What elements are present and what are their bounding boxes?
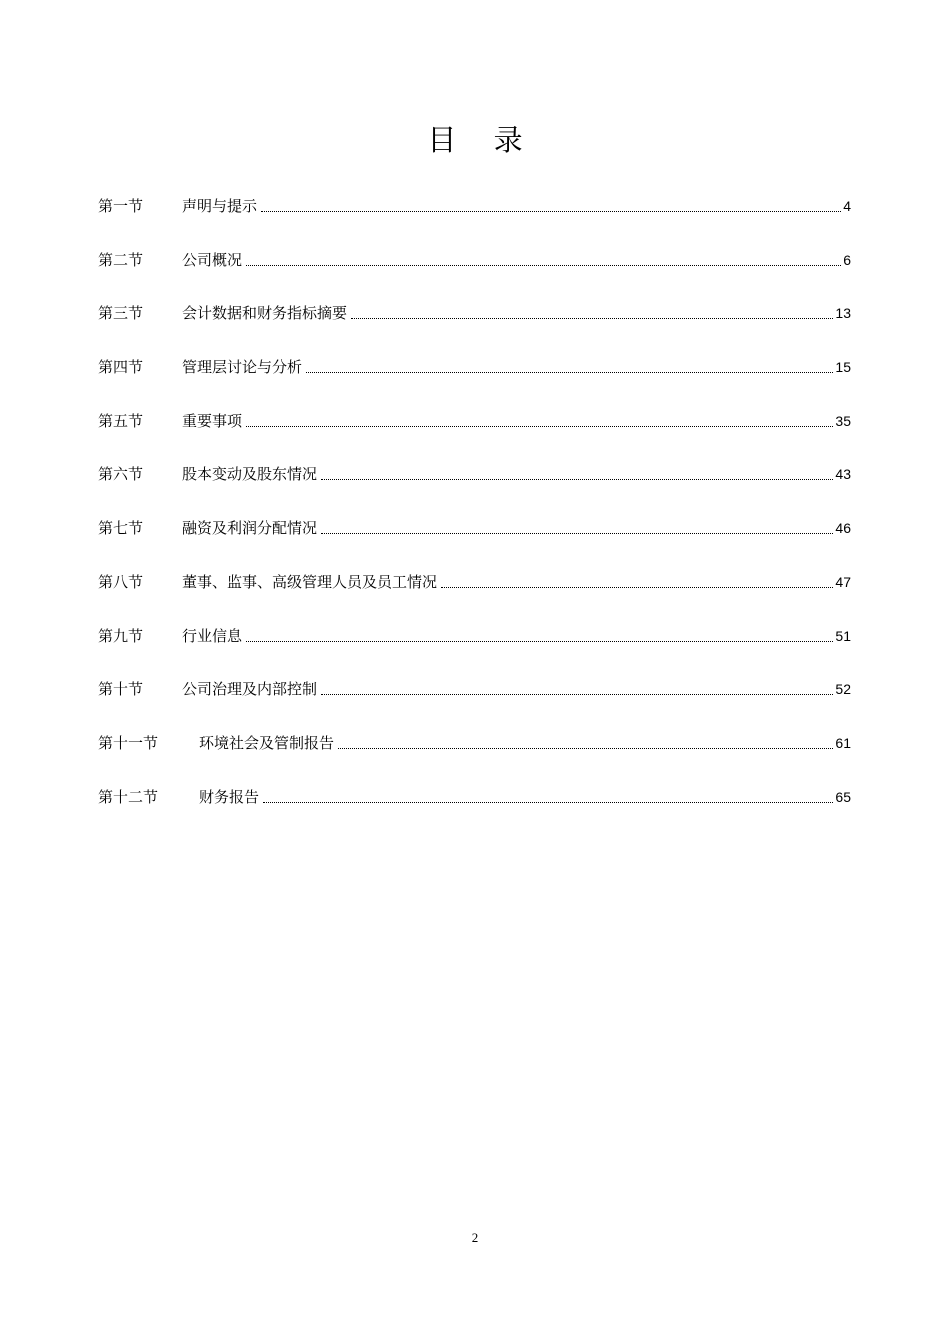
toc-dot-leader (441, 569, 835, 595)
toc-section-title: 管理层讨论与分析 (182, 358, 303, 377)
toc-page-number: 51 (835, 627, 851, 644)
toc-section-title: 声明与提示 (182, 197, 258, 215)
toc-entry-6[interactable] (98, 461, 851, 515)
toc-entry-2[interactable] (98, 247, 851, 301)
toc-dot-leader (338, 730, 835, 756)
toc-section-label: 第四节 (98, 358, 144, 377)
toc-page-number: 13 (835, 305, 851, 322)
toc-dot-leader (321, 461, 835, 487)
toc-section-title: 重要事项 (182, 411, 243, 430)
toc-dot-leader (246, 247, 843, 273)
toc-section-label: 第十二节 (98, 787, 159, 806)
toc-section-title: 公司治理及内部控制 (182, 680, 318, 699)
toc-entry-4[interactable] (98, 354, 851, 408)
toc-section-title: 财务报告 (199, 787, 260, 806)
toc-dot-leader (263, 784, 835, 810)
toc-entry-8[interactable] (98, 569, 851, 623)
toc-section-label: 第十节 (98, 680, 144, 699)
footer-page-number: 2 (471, 1230, 479, 1245)
toc-dot-leader (321, 676, 835, 702)
toc-section-label: 第三节 (98, 304, 144, 323)
toc-page-number: 65 (835, 788, 851, 805)
toc-section-title: 环境社会及管制报告 (199, 733, 335, 752)
toc-page-number: 52 (835, 681, 851, 698)
toc-dot-leader (261, 193, 843, 219)
toc-entry-1[interactable] (98, 193, 851, 247)
toc-section-label: 第五节 (98, 411, 144, 430)
toc-section-label: 第八节 (98, 572, 144, 591)
toc-section-title: 股本变动及股东情况 (182, 465, 318, 484)
toc-page-number: 46 (835, 520, 851, 537)
toc-page-number: 15 (835, 359, 851, 376)
toc-section-label: 第九节 (98, 626, 144, 645)
toc-dot-leader (351, 300, 835, 326)
toc-page-number: 6 (843, 251, 851, 268)
toc-section-title: 行业信息 (182, 626, 243, 645)
toc-page-number: 4 (843, 198, 851, 214)
toc-dot-leader (246, 623, 835, 649)
toc-section-label: 第一节 (98, 197, 144, 215)
table-of-contents (98, 193, 851, 837)
toc-dot-leader (246, 408, 835, 434)
toc-dot-leader (306, 354, 835, 380)
toc-page-number: 61 (835, 734, 851, 751)
toc-section-label: 第十一节 (98, 733, 159, 752)
toc-entry-5[interactable] (98, 408, 851, 462)
toc-entry-7[interactable] (98, 515, 851, 569)
toc-section-title: 会计数据和财务指标摘要 (182, 304, 348, 323)
toc-dot-leader (321, 515, 835, 541)
toc-entry-9[interactable] (98, 623, 851, 677)
toc-section-title: 公司概况 (182, 250, 243, 269)
toc-entry-11[interactable] (98, 730, 851, 784)
toc-section-title: 融资及利润分配情况 (182, 519, 318, 538)
toc-section-title: 董事、监事、高级管理人员及员工情况 (182, 572, 438, 591)
toc-entry-3[interactable] (98, 300, 851, 354)
toc-section-label: 第六节 (98, 465, 144, 484)
toc-page-number: 43 (835, 466, 851, 483)
toc-section-label: 第二节 (98, 250, 144, 269)
toc-page-number: 47 (835, 573, 851, 590)
page-title: 目 录 (427, 123, 537, 157)
toc-entry-12[interactable] (98, 784, 851, 838)
toc-entry-10[interactable] (98, 676, 851, 730)
toc-section-label: 第七节 (98, 519, 144, 538)
toc-page-number: 35 (835, 412, 851, 429)
